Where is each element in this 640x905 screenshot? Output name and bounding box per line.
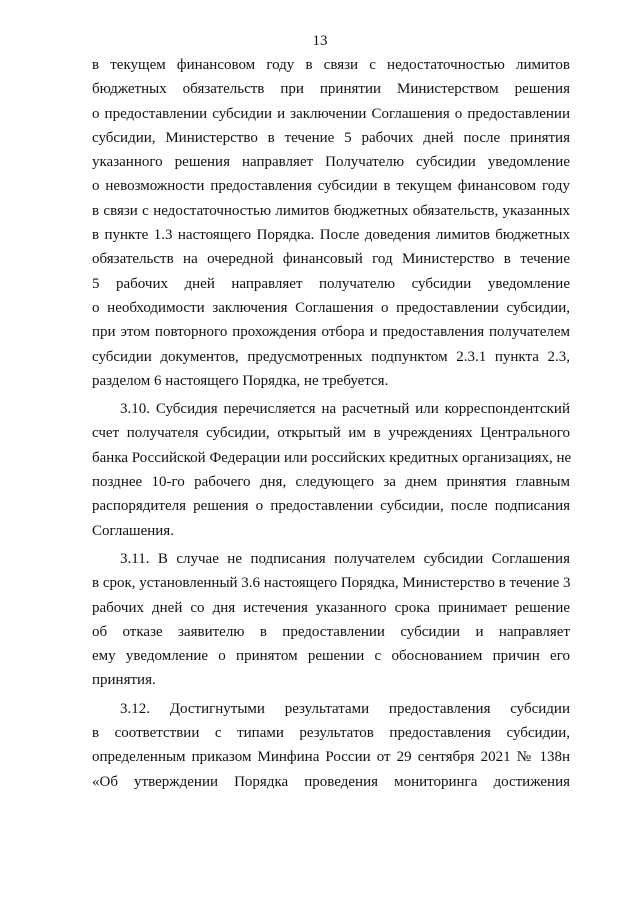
text-line: Соглашения. [92, 522, 174, 539]
text-line: о невозможности предоставления субсидии в текущем финансовом году [92, 178, 570, 195]
text-line: о необходимости заключения Соглашения о предоставлении субсидии, [92, 299, 570, 316]
text-line: в соответствии с типами результатов предоставления субсидии, [92, 725, 570, 742]
page-number: 13 [312, 33, 328, 49]
text-line: субсидии, Министерство в течение 5 рабочих дней после принятия [92, 129, 570, 146]
text-line: ему уведомление о принятом решении с обоснованием причин его [92, 648, 570, 665]
text-line: в пункте 1.3 настоящего Порядка. После доведения лимитов бюджетных [92, 227, 570, 244]
text-line: распорядителя решения о предоставлении субсидии, после подписания [92, 498, 570, 515]
paragraph-3-12 [92, 697, 570, 794]
text-line: «Об утверждении Порядка проведения мониторинга достижения [92, 773, 570, 790]
text-line: бюджетных обязательств при принятии Министерством решения [92, 81, 570, 98]
text-line: в текущем финансовом году в связи с недостаточностью лимитов [92, 57, 570, 73]
text-line: определенным приказом Минфина России от 29 сентября 2021 № 138н [92, 749, 570, 766]
text-line: позднее 10-го рабочего дня, следующего за днем принятия главным [92, 474, 570, 491]
text-line: об отказе заявителю в предоставлении субсидии и направляет [92, 623, 570, 640]
text-line: 3.10. Субсидия перечисляется на расчетный или корреспондентский [120, 401, 570, 418]
text-line: банка Российской Федерации или российских кредитных организациях, не [92, 449, 572, 466]
text-line: счет получателя субсидии, открытый им в учреждениях Центрального [92, 425, 570, 442]
paragraph-continuation [92, 53, 570, 393]
paragraph-3-11 [92, 547, 570, 693]
text-line: субсидии документов, предусмотренных подпунктом 2.3.1 пункта 2.3, [92, 348, 570, 365]
text-line: обязательств на очередной финансовый год Министерство в течение [92, 251, 570, 268]
text-line: указанного решения направляет Получателю субсидии уведомление [92, 154, 570, 171]
text-line: в срок, установленный 3.6 настоящего Порядка, Министерство в течение 3 [92, 575, 571, 592]
text-line: 3.12. Достигнутыми результатами предоставления субсидии [120, 700, 570, 717]
text-line: о предоставлении субсидии и заключении Соглашения о предоставлении [92, 105, 570, 122]
paragraph-3-10 [92, 397, 570, 543]
text-line: 5 рабочих дней направляет получателю субсидии уведомление [92, 275, 570, 292]
text-line: рабочих дней со дня истечения указанного срока принимает решение [92, 599, 570, 616]
text-line: в связи с недостаточностью лимитов бюджетных обязательств, указанных [92, 202, 570, 219]
text-line: 3.11. В случае не подписания получателем субсидии Соглашения [120, 550, 570, 567]
text-line: принятия. [92, 672, 156, 689]
document-body [92, 53, 570, 794]
text-line: разделом 6 настоящего Порядка, не требуется. [92, 372, 389, 389]
text-line: при этом повторного прохождения отбора и предоставления получателем [92, 324, 570, 341]
